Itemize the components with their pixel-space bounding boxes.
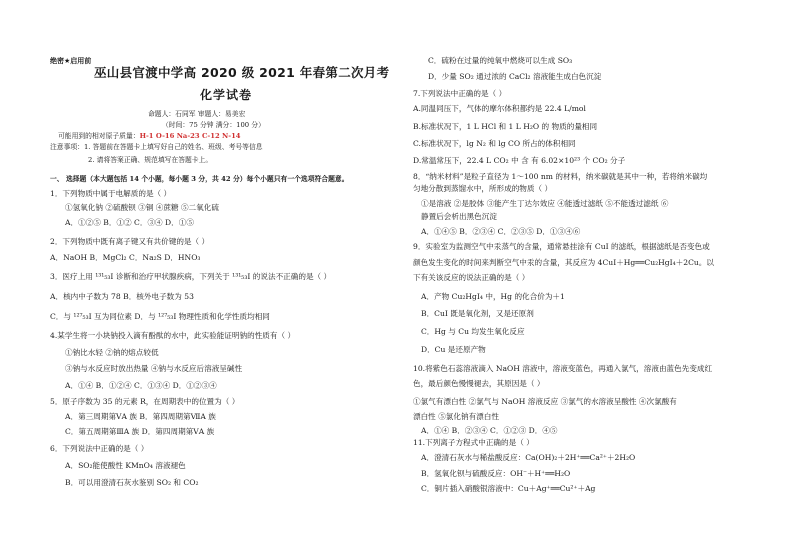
q7-option-c: C.标准状况下，lg N₂ 和 lg CO 所占的体积相同	[413, 139, 576, 148]
q1-options: A．①②⑤ B．①② C．③④ D．①⑤	[65, 218, 194, 227]
q8-stem-2: 匀地分散到蒸馏水中，所形成的物质（ ）	[413, 184, 553, 193]
q9-stem-2: 颜色发生变化的时间来判断空气中汞的含量，其反应为 4CuI＋Hg══Cu₂HgI₄＋2Cu。以	[413, 258, 714, 267]
q10-stem-1: 10.将紫色石蕊溶液滴入 NaOH 溶液中，溶液变蓝色，再通入氯气，溶液由蓝色先变成红	[413, 364, 713, 373]
q9-option-d: D．Cu 是还原产物	[421, 345, 486, 354]
q9-stem-1: 9．实验室为监测空气中汞蒸气的含量，通常悬挂涂有 CuI 的滤纸，根据滤纸是否变色或	[413, 242, 710, 251]
q6-option-a: A．SO₂能使酸性 KMnO₄ 溶液褪色	[65, 461, 186, 470]
q4-items-12: ①钠比水轻 ②钠的熔点较低	[65, 348, 159, 357]
q9-stem-3: 下有关该反应的说法正确的是（ ）	[413, 273, 530, 282]
q3-stem: 3．医疗上用 ¹³¹₅₃I 诊断和治疗甲状腺疾病，下列关于 ¹³¹₅₃I 的说法不正确的是（ ）	[50, 272, 332, 281]
secret-mark: 绝密★启用前	[50, 57, 92, 65]
notice-2: 2. 请将答案正确、规范填写在答题卡上。	[88, 156, 213, 164]
q7-option-a: A.同温同压下，气体的摩尔体积都约是 22.4 L/mol	[413, 104, 586, 113]
section-heading: 一、 选择题（本大题包括 14 个小题，每小题 3 分，共 42 分）每个小题只有一个选项符合题意。	[50, 175, 349, 183]
q9-option-b: B．CuI 既是氧化剂，又是还原剂	[421, 309, 534, 318]
q1-stem: 1．下列物质中属于电解质的是（ ）	[50, 189, 172, 198]
q4-items-34: ③钠与水反应时放出热量 ④钠与水反应后溶液呈碱性	[65, 364, 243, 373]
q10-items: ①氯气有漂白性 ②氯气与 NaOH 溶液反应 ③氯气的水溶液呈酸性 ④次氯酸有	[413, 397, 677, 406]
q6-stem: 6．下列说法中正确的是（ ）	[50, 444, 149, 453]
q4-stem: 4.某学生将一小块钠投入滴有酚酞的水中，此实验能证明钠的性质有（ ）	[50, 331, 296, 340]
q4-options: A．①④ B．①②④ C．①③④ D．①②③④	[65, 381, 217, 390]
exam-title: 巫山县官渡中学高 2020 级 2021 年春第二次月考	[94, 65, 390, 80]
q3-options-cd: C．与 ¹²⁷₅₃I 互为同位素 D．与 ¹²⁷₅₃I 物理性质和化学性质均相同	[50, 312, 270, 321]
q6-option-b: B．可以用澄清石灰水鉴别 SO₂ 和 CO₂	[65, 478, 199, 487]
q2-options: A．NaOH B．MgCl₂ C．Na₂S D．HNO₃	[50, 253, 201, 262]
q3-options-ab: A．核内中子数为 78 B．核外电子数为 53	[50, 292, 194, 301]
q5-stem: 5．原子序数为 35 的元素 R，在周期表中的位置为（ ）	[50, 397, 240, 406]
q7-option-d: D.常温常压下，22.4 L CO₂ 中 含 有 6.02×10²³ 个 CO₂ 分子	[413, 156, 626, 165]
q8-stem-1: 8．“纳米材料”是粒子直径为 1～100 nm 的材料，纳米碳就是其中一种，若将纳米碳均	[413, 172, 708, 181]
q8-options: A．①④⑤ B．②③④ C．②③⑤ D．①③④⑥	[421, 227, 581, 236]
q8-items-cont: 静置后会析出黑色沉淀	[421, 212, 497, 221]
notice-1: 注意事项：1. 答题前在答题卡上填写好自己的姓名、班级、考号等信息	[50, 143, 263, 151]
q8-items: ①是溶液 ②是胶体 ③能产生丁达尔效应 ④能透过滤纸 ⑤不能透过滤纸 ⑥	[421, 199, 669, 208]
atomic-mass-line	[58, 131, 241, 141]
q2-stem: 2．下列物质中既有离子键又有共价键的是（ ）	[50, 237, 210, 246]
q9-option-a: A．产物 Cu₂HgI₄ 中，Hg 的化合价为＋1	[421, 292, 565, 301]
atomic-mass-label: 可能用到的相对原子质量：	[58, 132, 140, 140]
q10-options: A．①④ B．②③④ C．①②③ D．④⑤	[421, 426, 558, 435]
q10-stem-2: 色，最后颜色慢慢褪去，其原因是（ ）	[413, 379, 545, 388]
authors-line: 命题人：石同军 审题人：易美宏	[148, 110, 246, 118]
q11-stem: 11.下列离子方程式中正确的是（ ）	[413, 438, 534, 447]
q11-option-c: C．铜片插入硝酸银溶液中：Cu＋Ag⁺══Cu²⁺＋Ag	[421, 484, 596, 493]
q11-option-b: B．氢氧化钡与硫酸反应：OH⁻＋H⁺══H₂O	[421, 469, 571, 478]
q10-items-cont: 漂白性 ⑤氯化钠有漂白性	[413, 412, 499, 421]
q5-options-cd: C．第五周期第ⅢA 族 D．第四周期第ⅤA 族	[65, 427, 215, 436]
q6-option-c: C．硫粉在过量的纯氧中燃烧可以生成 SO₃	[428, 56, 573, 65]
q11-option-a: A．澄清石灰水与稀盐酸反应：Ca(OH)₂＋2H⁺══Ca²⁺＋2H₂O	[421, 453, 636, 462]
q6-option-d: D．少量 SO₂ 通过浓的 CaCl₂ 溶液能生成白色沉淀	[428, 72, 602, 81]
q9-option-c: C．Hg 与 Cu 均发生氧化反应	[421, 327, 525, 336]
q5-options-ab: A．第三周期第ⅤA 族 B．第四周期第ⅦA 族	[65, 412, 216, 421]
q7-stem: 7.下列说法中正确的是（ ）	[413, 89, 507, 98]
atomic-mass-values: H-1 O-16 Na-23 C-12 N-14	[139, 132, 241, 140]
exam-subtitle: 化学试卷	[200, 88, 253, 102]
q7-option-b: B.标准状况下，1 L HCl 和 1 L H₂O 的 物质的量相同	[413, 122, 598, 131]
q1-items: ①氢氧化钠 ②硫酸钡 ③铜 ④蔗糖 ⑤二氧化硫	[65, 203, 219, 212]
time-score-line: （时间：75 分钟 满分：100 分）	[162, 121, 265, 129]
